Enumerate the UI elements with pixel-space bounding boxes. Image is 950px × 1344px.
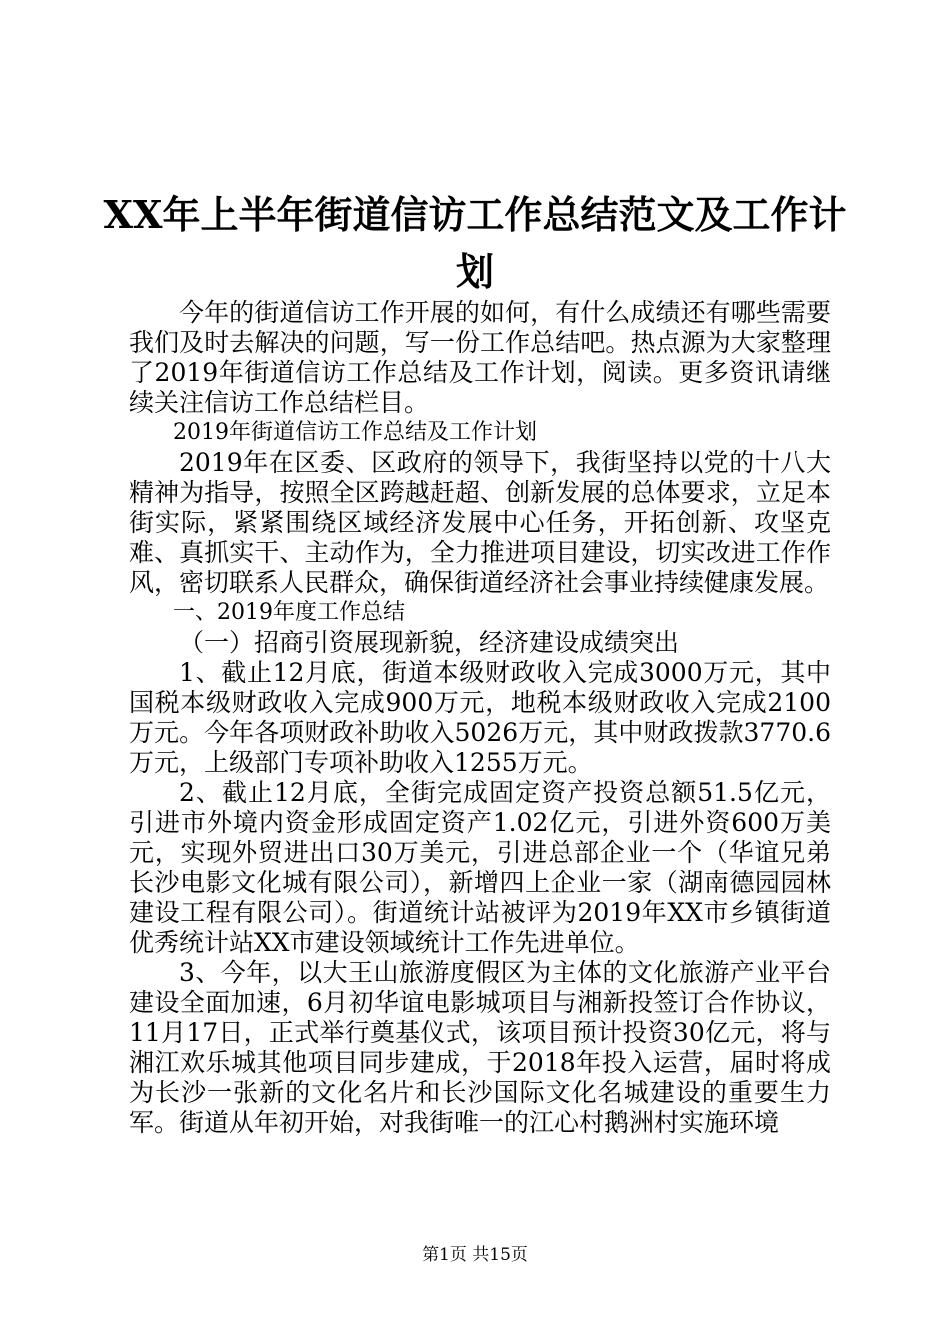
document-title: XX年上半年街道信访工作总结范文及工作计划 <box>103 192 847 294</box>
page-footer: 第1页 共15页 <box>422 1245 528 1265</box>
item-paragraph-2: 2、截止12月底，全街完成固定资产投资总额51.5亿元，引进市外境内资金形成固定资产1.02亿元，引进外资600万美元，实现外贸进出口30万美元，引进总部企业一个（华谊兄弟长沙电影文化城有限公司），新增四上企业一家（湖南德园园林建设工程有限公司）。街道统计站被评为2019年XX市乡镇街道优秀统计站XX市建设领域统计工作先进单位。 <box>129 778 831 957</box>
intro-paragraph: 今年的街道信访工作开展的如何，有什么成绩还有哪些需要我们及时去解决的问题，写一份工作总结吧。热点源为大家整理了2019年街道信访工作总结及工作计划，阅读。更多资讯请继续关注信访工作总结栏目。 <box>129 298 831 417</box>
item-paragraph-1: 1、截止12月底，街道本级财政收入完成3000万元，其中国税本级财政收入完成900万元，地税本级财政收入完成2100万元。今年各项财政补助收入5026万元，其中财政拨款3770.6万元，上级部门专项补助收入1255万元。 <box>129 658 831 777</box>
overview-paragraph: 2019年在区委、区政府的领导下，我街坚持以党的十八大精神为指导，按照全区跨越赶超、创新发展的总体要求，立足本街实际，紧紧围绕区域经济发展中心任务，开拓创新、攻坚克难、真抓实干、主动作为，全力推进项目建设，切实改进工作作风，密切联系人民群众，确保街道经济社会事业持续健康发展。 <box>129 448 831 597</box>
subsection-heading-investment: （一）招商引资展现新貌，经济建设成绩突出 <box>179 628 680 657</box>
section-heading-summary: 一、2019年度工作总结 <box>173 600 405 625</box>
item-paragraph-3: 3、今年，以大王山旅游度假区为主体的文化旅游产业平台建设全面加速，6月初华谊电影城项目与湘新投签订合作协议，11月17日，正式举行奠基仪式，该项目预计投资30亿元，将与湘江欢乐城其他项目同步建成，于2018年投入运营，届时将成为长沙一张新的文化名片和长沙国际文化名城建设的重要生力军。街道从年初开始，对我街唯一的江心村鹅洲村实施环境 <box>129 958 831 1137</box>
subtitle-paragraph: 2019年街道信访工作总结及工作计划 <box>173 420 537 445</box>
document-body <box>129 298 831 1138</box>
